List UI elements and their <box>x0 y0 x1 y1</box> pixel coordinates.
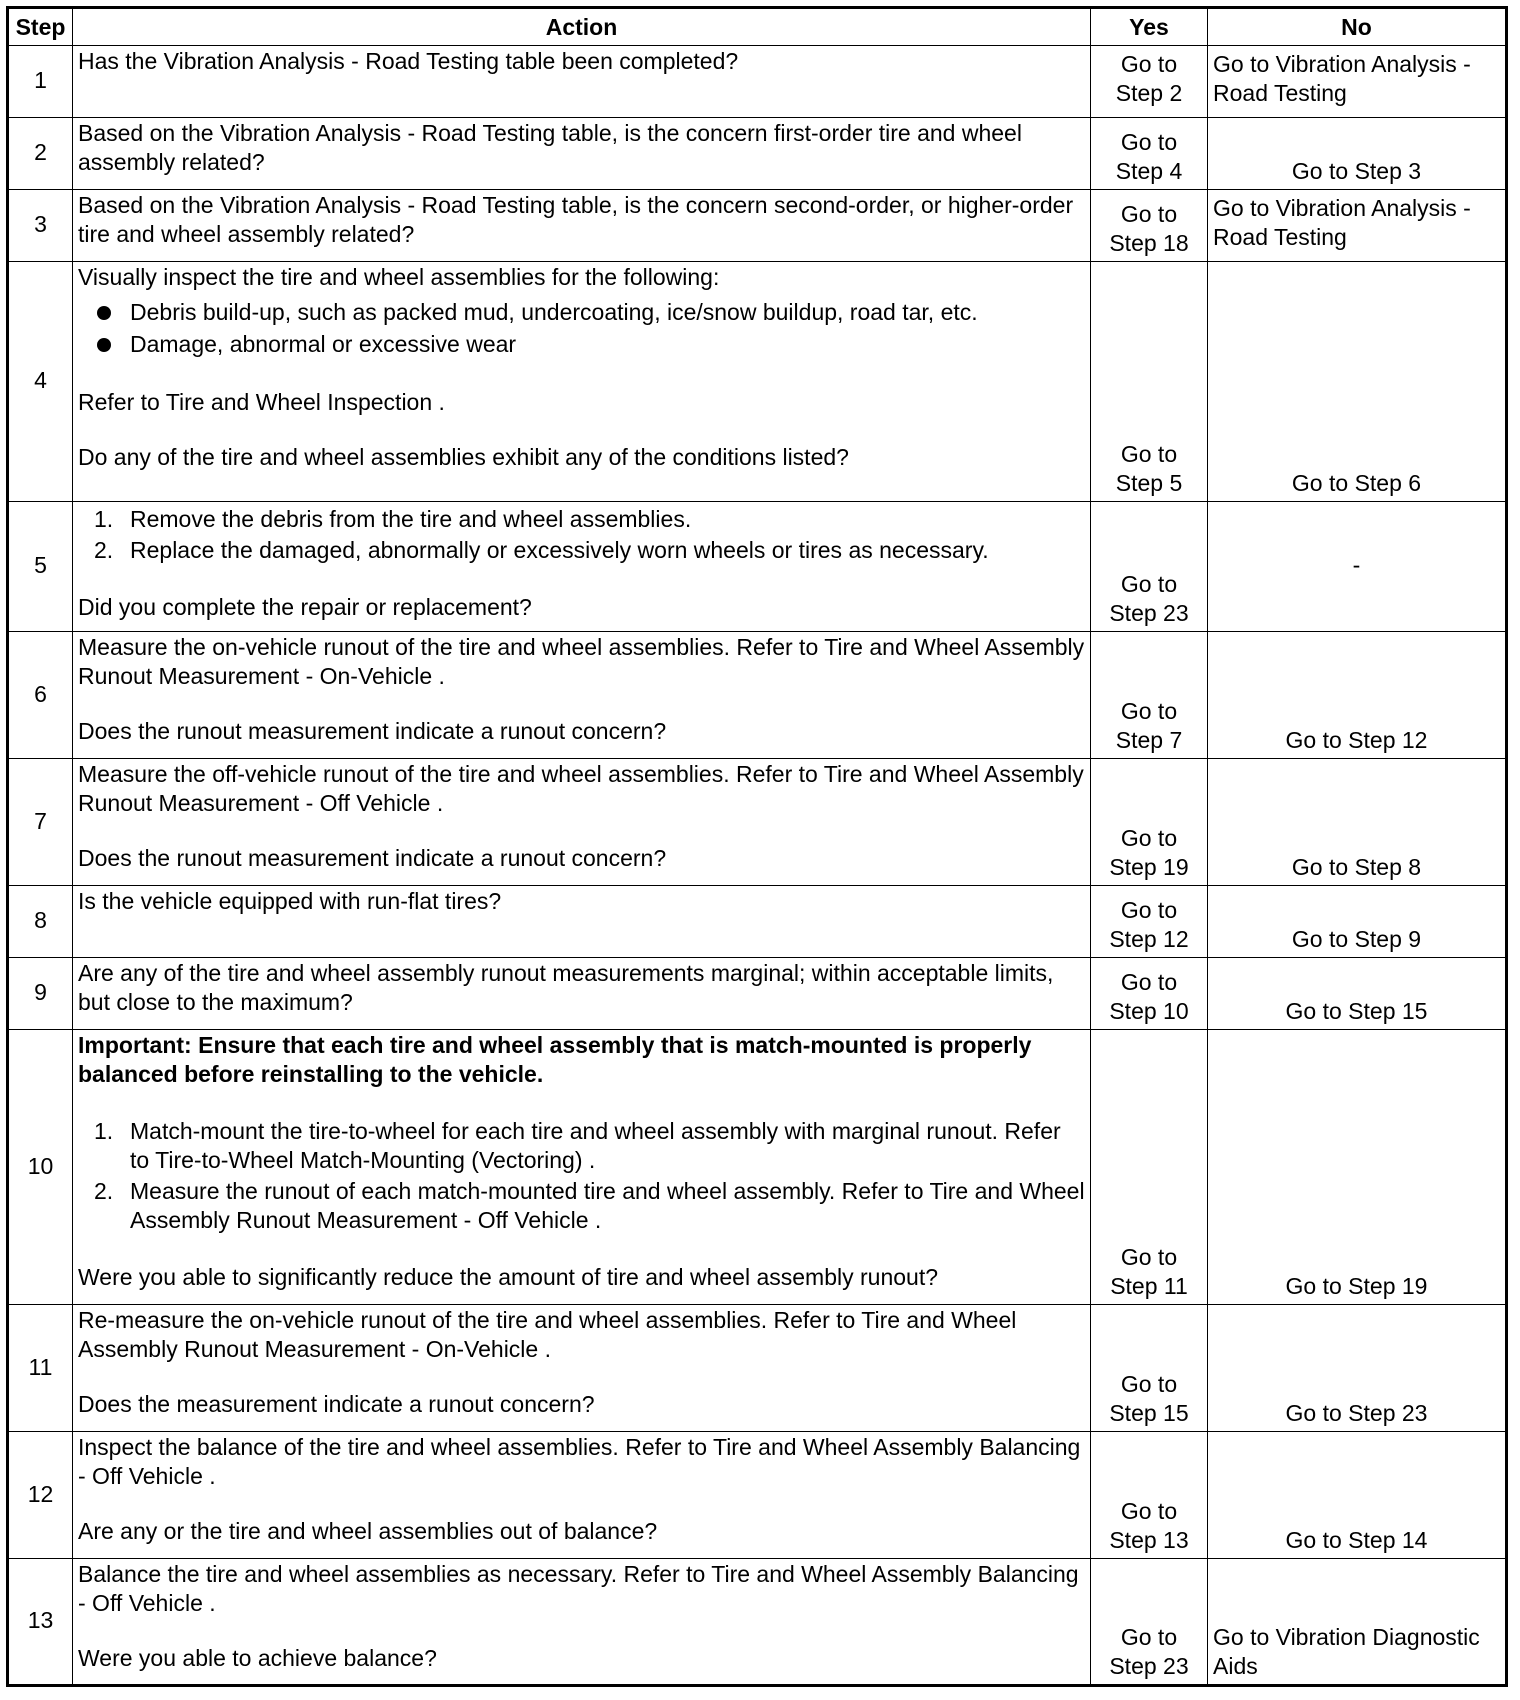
step-number: 8 <box>8 886 73 958</box>
list-item: 2. Replace the damaged, abnormally or excessively worn wheels or tires as necessary. <box>94 537 989 563</box>
action-text: Based on the Vibration Analysis - Road Testing table, is the concern second-order, or higher-order tire and wheel assembly related? <box>73 190 1091 262</box>
no-outcome: Go to Step 9 <box>1208 886 1507 958</box>
step-number: 13 <box>8 1559 73 1686</box>
yes-outcome: Go to Step 2 <box>1091 46 1208 118</box>
step-number: 11 <box>8 1305 73 1432</box>
header-no: No <box>1208 8 1507 46</box>
list-item: 1. Match-mount the tire-to-wheel for each tire and wheel assembly with marginal runout. Refer to Tire-to-Wheel Match-Mounting (Vectoring) . <box>94 1118 1061 1173</box>
table-row <box>8 632 1507 759</box>
step-number: 7 <box>8 759 73 886</box>
yes-outcome: Go to Step 5 <box>1091 262 1208 502</box>
list-item: Damage, abnormal or excessive wear <box>130 330 1085 359</box>
step-number: 6 <box>8 632 73 759</box>
action-question: Does the runout measurement indicate a runout concern? <box>78 845 667 871</box>
action-text: Measure the off-vehicle runout of the tire and wheel assemblies. Refer to Tire and Wheel Assembly Runout Measurement - Off Vehicle . <box>78 761 1084 816</box>
action-cell <box>73 502 1091 632</box>
action-question: Does the runout measurement indicate a runout concern? <box>78 718 667 744</box>
step-number: 2 <box>8 118 73 190</box>
yes-outcome: Go to Step 15 <box>1091 1305 1208 1432</box>
table-row <box>8 958 1507 1030</box>
action-question: Are any or the tire and wheel assemblies out of balance? <box>78 1518 658 1544</box>
table-row <box>8 886 1507 958</box>
yes-outcome: Go to Step 7 <box>1091 632 1208 759</box>
table-row <box>8 46 1507 118</box>
action-question: Were you able to significantly reduce the amount of tire and wheel assembly runout? <box>78 1264 939 1290</box>
no-outcome: Go to Step 8 <box>1208 759 1507 886</box>
action-text: Are any of the tire and wheel assembly runout measurements marginal; within acceptable limits, but close to the maximum? <box>73 958 1091 1030</box>
list-item-text: Remove the debris from the tire and wheel assemblies. <box>130 506 692 532</box>
table-row <box>8 502 1507 632</box>
action-cell <box>73 1305 1091 1432</box>
no-outcome: Go to Step 6 <box>1208 262 1507 502</box>
step-number: 9 <box>8 958 73 1030</box>
list-item-text: Replace the damaged, abnormally or excessively worn wheels or tires as necessary. <box>130 537 989 563</box>
header-action: Action <box>73 8 1091 46</box>
no-outcome: Go to Step 12 <box>1208 632 1507 759</box>
action-cell <box>73 759 1091 886</box>
no-outcome: Go to Step 23 <box>1208 1305 1507 1432</box>
action-question: Do any of the tire and wheel assemblies exhibit any of the conditions listed? <box>78 444 849 470</box>
yes-outcome: Go to Step 11 <box>1091 1030 1208 1305</box>
important-note: Important: Ensure that each tire and wheel assembly that is match-mounted is properly balanced before reinstalling to the vehicle. <box>78 1032 1032 1087</box>
header-step: Step <box>8 8 73 46</box>
yes-outcome: Go to Step 18 <box>1091 190 1208 262</box>
step-number: 5 <box>8 502 73 632</box>
action-cell <box>73 632 1091 759</box>
table-row <box>8 190 1507 262</box>
step-number: 12 <box>8 1432 73 1559</box>
no-outcome: Go to Step 14 <box>1208 1432 1507 1559</box>
action-cell <box>73 262 1091 502</box>
step-number: 10 <box>8 1030 73 1305</box>
action-text: Is the vehicle equipped with run-flat tires? <box>73 886 1091 958</box>
no-outcome: Go to Step 3 <box>1208 118 1507 190</box>
action-question: Did you complete the repair or replacement? <box>78 594 532 620</box>
action-question: Were you able to achieve balance? <box>78 1645 437 1671</box>
step-number: 4 <box>8 262 73 502</box>
table-header-row <box>8 8 1507 46</box>
table-row <box>8 118 1507 190</box>
no-outcome: Go to Vibration Analysis - Road Testing <box>1208 46 1507 118</box>
step-number: 3 <box>8 190 73 262</box>
diagnostic-table <box>6 6 1508 1687</box>
yes-outcome: Go to Step 13 <box>1091 1432 1208 1559</box>
action-text: Balance the tire and wheel assemblies as necessary. Refer to Tire and Wheel Assembly Balancing - Off Vehicle . <box>78 1561 1079 1616</box>
procedure-list <box>78 505 1085 565</box>
condition-list <box>78 298 1085 359</box>
list-item: 1. Remove the debris from the tire and wheel assemblies. <box>94 506 692 532</box>
table-row <box>8 262 1507 502</box>
yes-outcome: Go to Step 4 <box>1091 118 1208 190</box>
step-number: 1 <box>8 46 73 118</box>
action-intro: Visually inspect the tire and wheel assemblies for the following: <box>78 264 720 290</box>
header-yes: Yes <box>1091 8 1208 46</box>
diagnostic-table-container <box>6 6 1505 1687</box>
no-outcome: Go to Step 15 <box>1208 958 1507 1030</box>
list-item: Debris build-up, such as packed mud, undercoating, ice/snow buildup, road tar, etc. <box>130 298 1085 327</box>
procedure-list <box>78 1117 1085 1235</box>
action-question: Does the measurement indicate a runout concern? <box>78 1391 595 1417</box>
action-cell <box>73 1432 1091 1559</box>
table-row <box>8 1559 1507 1686</box>
yes-outcome: Go to Step 23 <box>1091 1559 1208 1686</box>
action-cell <box>73 1559 1091 1686</box>
table-row <box>8 1432 1507 1559</box>
action-cell <box>73 1030 1091 1305</box>
no-outcome: Go to Vibration Analysis - Road Testing <box>1208 190 1507 262</box>
yes-outcome: Go to Step 19 <box>1091 759 1208 886</box>
action-text: Inspect the balance of the tire and wheel assemblies. Refer to Tire and Wheel Assembly Balancing - Off Vehicle . <box>78 1434 1081 1489</box>
action-reference[interactable]: Refer to Tire and Wheel Inspection . <box>78 389 445 415</box>
table-row <box>8 759 1507 886</box>
yes-outcome: Go to Step 23 <box>1091 502 1208 632</box>
list-item: 2. Measure the runout of each match-mounted tire and wheel assembly. Refer to Tire and Wheel Assembly Runout Measurement - Off Vehicle . <box>94 1178 1085 1233</box>
list-item-text: Measure the runout of each match-mounted tire and wheel assembly. Refer to Tire and Wheel Assembly Runout Measurement - Off Vehicle . <box>130 1178 1085 1233</box>
no-outcome: Go to Vibration Diagnostic Aids <box>1208 1559 1507 1686</box>
list-item-text: Match-mount the tire-to-wheel for each tire and wheel assembly with marginal runout. Refer to Tire-to-Wheel Match-Mounting (Vectoring) . <box>130 1118 1061 1173</box>
yes-outcome: Go to Step 12 <box>1091 886 1208 958</box>
table-row <box>8 1030 1507 1305</box>
action-text: Has the Vibration Analysis - Road Testing table been completed? <box>73 46 1091 118</box>
action-text: Based on the Vibration Analysis - Road Testing table, is the concern first-order tire and wheel assembly related? <box>73 118 1091 190</box>
no-outcome: - <box>1208 502 1507 632</box>
yes-outcome: Go to Step 10 <box>1091 958 1208 1030</box>
no-outcome: Go to Step 19 <box>1208 1030 1507 1305</box>
action-text: Measure the on-vehicle runout of the tire and wheel assemblies. Refer to Tire and Wheel Assembly Runout Measurement - On-Vehicle . <box>78 634 1085 689</box>
action-text: Re-measure the on-vehicle runout of the tire and wheel assemblies. Refer to Tire and Wheel Assembly Runout Measurement - On-Vehicle . <box>78 1307 1017 1362</box>
table-row <box>8 1305 1507 1432</box>
